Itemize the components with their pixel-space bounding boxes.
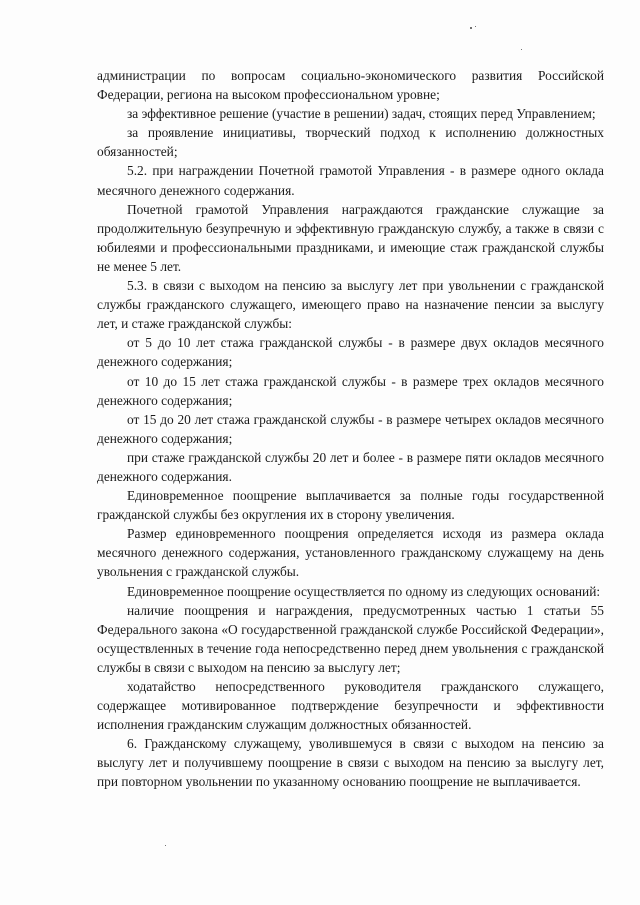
paragraph: администрации по вопросам социально-экономического развития Российской Федерации, региона на высоком профессиональном уровне; — [97, 68, 604, 103]
scan-speck — [475, 26, 476, 27]
scan-speck — [165, 845, 166, 846]
paragraph: 5.3. в связи с выходом на пенсию за выслугу лет при увольнении с гражданской службы гражданского служащего, имеющего право на назначение пенсии за выслугу лет, и стаже гражданской службы: — [97, 278, 604, 332]
paragraph: от 15 до 20 лет стажа гражданской службы - в размере четырех окладов месячного денежного содержания; — [97, 411, 604, 446]
paragraph: за проявление инициативы, творческий подход к исполнению должностных обязанностей; — [97, 125, 604, 160]
paragraph: Единовременное поощрение осуществляется по одному из следующих оснований: — [127, 583, 601, 599]
paragraph: от 5 до 10 лет стажа гражданской службы - в размере двух окладов месячного денежного содержания; — [97, 335, 604, 370]
scan-speck — [521, 49, 522, 50]
paragraph: за эффективное решение (участие в решении) задач, стоящих перед Управлением; — [127, 106, 596, 122]
paragraph: 6. Гражданскому служащему, уволившемуся в связи с выходом на пенсию за выслугу лет и получившему поощрение в связи с выходом на пенсию за выслугу лет, при повторном увольнении по указанному основанию поощрение не выплачивается. — [97, 736, 604, 790]
paragraph: Размер единовременного поощрения определяется исходя из размера оклада месячного денежного содержания, установленного гражданскому служащему на день увольнения с гражданской службы. — [97, 526, 604, 580]
document-body — [97, 66, 604, 792]
scan-speck — [470, 27, 472, 29]
paragraph: 5.2. при награждении Почетной грамотой Управления - в размере одного оклада месячного денежного содержания. — [97, 163, 604, 198]
paragraph: Почетной грамотой Управления награждаются гражданские служащие за продолжительную безупречную и эффективную гражданскую службу, а также в связи с юбилеями и профессиональными праздниками, и имеющие стаж гражданской службы не менее 5 лет. — [97, 201, 604, 274]
paragraph: ходатайство непосредственного руководителя гражданского служащего, содержащее мотивированное подтверждение безупречности и эффективности исполнения гражданским служащим должностных обязанностей. — [97, 679, 604, 733]
paragraph: Единовременное поощрение выплачивается за полные годы государственной гражданской службы без округления их в сторону увеличения. — [97, 488, 604, 523]
paragraph: при стаже гражданской службы 20 лет и более - в размере пяти окладов месячного денежного содержания. — [97, 449, 604, 484]
paragraph: наличие поощрения и награждения, предусмотренных частью 1 статьи 55 Федерального закона «О государственной гражданской службе Российской Федерации», осуществленных в течение года непосредственно перед днем увольнения с гражданской службы в связи с выходом на пенсию за выслугу лет; — [97, 602, 604, 675]
paragraph: от 10 до 15 лет стажа гражданской службы - в размере трех окладов месячного денежного содержания; — [97, 373, 604, 408]
